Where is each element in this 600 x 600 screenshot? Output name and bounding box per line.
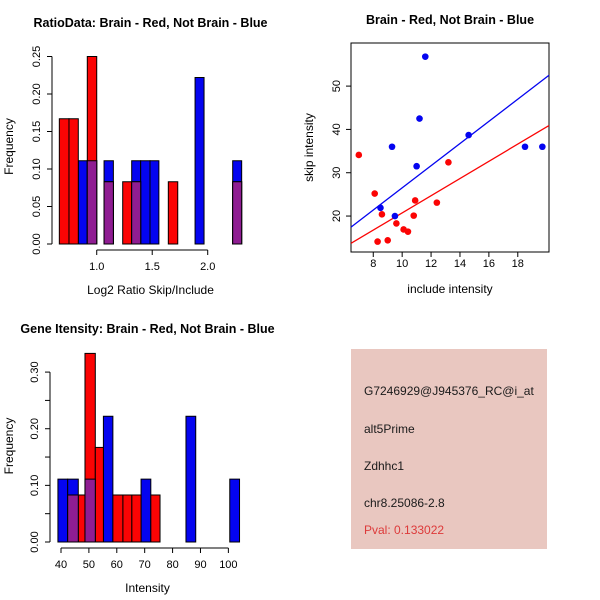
pval-text: Pval: 0.133022 (364, 523, 445, 537)
y-tick-label: 40 (331, 123, 343, 136)
ratio-histogram-panel (0, 0, 300, 300)
x-tick-label: 14 (453, 258, 467, 270)
x-axis-label: include intensity (407, 282, 493, 296)
scatter-point-red (384, 237, 391, 244)
x-axis-label: Intensity (125, 581, 170, 595)
fit-line-red (351, 126, 549, 244)
scatter-point-blue (392, 213, 399, 220)
x-axis-label: Log2 Ratio Skip/Include (87, 283, 214, 297)
x-tick-label: 70 (138, 559, 151, 571)
hist-bar-overlap (68, 495, 79, 542)
hist-bar-overlap (233, 182, 242, 244)
x-tick-label: 40 (54, 559, 68, 571)
scatter-point-red (405, 228, 412, 235)
x-tick-label: 50 (82, 559, 96, 571)
scatter-point-red (434, 199, 441, 206)
y-tick-label: 0.10 (29, 474, 41, 497)
hist-bar-red (123, 495, 132, 542)
hist-bar-blue (195, 78, 204, 245)
scatter-point-red (374, 238, 381, 245)
hist-bar-red (168, 182, 177, 244)
y-tick-label: 0.25 (31, 45, 43, 68)
scatter-point-red (371, 190, 378, 197)
y-tick-label: 0.20 (29, 418, 41, 440)
y-tick-label: 0.15 (31, 120, 43, 143)
hist-bar-overlap (132, 182, 141, 244)
hist-bar-blue (58, 479, 68, 542)
y-tick-label: 0.20 (31, 83, 43, 105)
splice-type-text: alt5Prime (364, 422, 415, 436)
hist-bar-red (132, 495, 141, 542)
intensity-scatter-panel (300, 0, 600, 300)
hist-bar-red (113, 495, 123, 542)
y-tick-label: 30 (331, 166, 343, 179)
y-tick-label: 0.05 (31, 195, 43, 218)
scatter-point-blue (413, 163, 420, 170)
scatter-point-red (393, 220, 400, 227)
hist-bar-red (59, 119, 69, 244)
hist-bar-overlap (85, 479, 95, 542)
scatter-point-blue (377, 205, 384, 212)
hist-bar-blue (103, 416, 112, 542)
probe-id-text: G7246929@J945376_RC@i_at (364, 384, 534, 398)
y-tick-label: 20 (331, 209, 343, 223)
hist-bar-blue (141, 479, 151, 542)
panel-title: Brain - Red, Not Brain - Blue (365, 13, 535, 27)
locus-text: chr8.25086-2.8 (364, 496, 445, 510)
scatter-point-blue (389, 143, 396, 150)
scatter-point-red (356, 152, 363, 159)
x-tick-label: 1.0 (89, 261, 105, 273)
x-tick-label: 10 (396, 258, 409, 270)
scatter-point-blue (416, 115, 423, 122)
y-axis-label: skip intensity (302, 113, 316, 182)
x-tick-label: 80 (166, 559, 179, 571)
hist-bar-overlap (87, 161, 96, 244)
hist-bar-red (151, 495, 160, 542)
hist-bar-blue (230, 479, 240, 542)
scatter-point-red (445, 159, 452, 166)
x-tick-label: 12 (424, 258, 438, 270)
scatter-point-blue (465, 132, 472, 139)
x-tick-label: 16 (482, 258, 496, 270)
hist-bar-red (69, 119, 78, 244)
y-tick-label: 0.00 (29, 531, 41, 553)
y-tick-label: 50 (331, 79, 343, 93)
x-tick-label: 90 (194, 559, 207, 571)
fit-line-blue (351, 75, 549, 227)
y-axis-label: Frequency (2, 417, 16, 475)
hist-bar-overlap (104, 182, 113, 244)
x-tick-label: 8 (370, 258, 377, 270)
y-tick-label: 0.30 (29, 361, 41, 383)
scatter-point-blue (422, 53, 429, 60)
scatter-point-blue (539, 143, 546, 150)
panel-title: RatioData: Brain - Red, Not Brain - Blue (33, 16, 268, 30)
x-tick-label: 2.0 (200, 261, 216, 273)
scatter-point-red (379, 211, 386, 218)
plot-box (351, 43, 549, 252)
hist-bar-blue (78, 161, 87, 244)
x-tick-label: 100 (219, 559, 238, 571)
scatter-point-blue (522, 143, 529, 150)
y-axis-label: Frequency (2, 118, 16, 175)
scatter-point-red (412, 197, 419, 204)
panel-title: Gene Itensity: Brain - Red, Not Brain - Blue (20, 322, 275, 336)
gene-name-text: Zdhhc1 (364, 459, 405, 473)
scatter-point-red (410, 212, 417, 219)
hist-bar-blue (141, 161, 150, 244)
hist-bar-blue (150, 161, 159, 244)
hist-bar-red (95, 447, 103, 542)
x-tick-label: 60 (110, 559, 123, 571)
x-tick-label: 1.5 (144, 261, 160, 273)
hist-bar-blue (186, 416, 196, 542)
gene-histogram-panel (0, 300, 300, 600)
hist-bar-red (123, 182, 132, 244)
hist-bar-red (78, 495, 85, 542)
gene-info-panel (351, 349, 547, 549)
y-tick-label: 0.10 (31, 158, 43, 180)
x-tick-label: 18 (511, 258, 524, 270)
y-tick-label: 0.00 (31, 233, 43, 255)
